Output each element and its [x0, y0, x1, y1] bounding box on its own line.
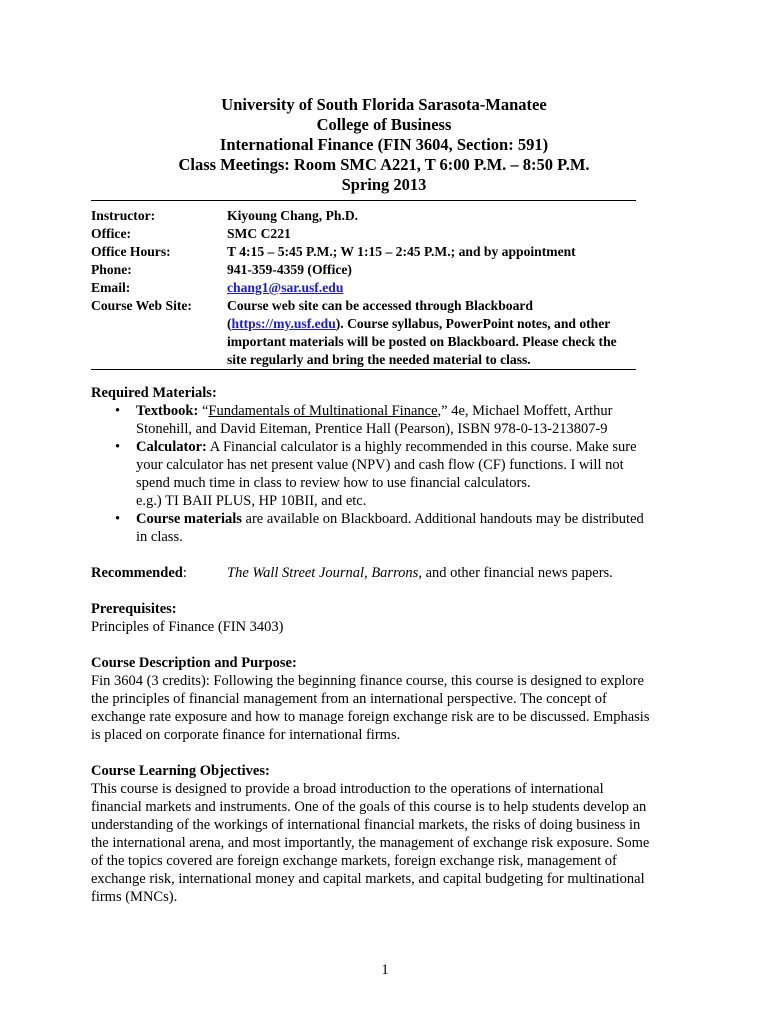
course-title: International Finance (FIN 3604, Section: 591): [219, 135, 549, 154]
course-description-text: [91, 672, 677, 744]
office-hours-label: Office Hours:: [91, 244, 171, 259]
bullet-icon: •: [115, 511, 121, 527]
blackboard-link[interactable]: https://my.usf.edu: [231, 316, 336, 331]
bullet-icon: •: [115, 403, 121, 419]
calculator-text-4: e.g.) TI BAII PLUS, HP 10BII, and etc.: [136, 493, 367, 509]
materials-list: [91, 402, 677, 546]
university-name: University of South Florida Sarasota-Manatee: [221, 95, 547, 114]
paragraph-line: exchange risk, international money and capital markets, and capital budgeting for multinational: [91, 871, 645, 887]
course-materials-text-1: are available on Blackboard. Additional handouts may be distributed: [241, 511, 644, 527]
prerequisites-title: Prerequisites:: [91, 601, 177, 617]
email-row: [91, 279, 677, 297]
phone-value: 941-359-4359 (Office): [227, 262, 352, 277]
paragraph-line: understanding of the workings of international financial markets, the risks of doing business in: [91, 817, 641, 833]
paragraph-line: of the topics covered are foreign exchange markets, foreign exchange risk, management of: [91, 853, 617, 869]
class-meetings: Class Meetings: Room SMC A221, T 6:00 P.M. – 8:50 P.M.: [178, 155, 590, 174]
office-value: SMC C221: [227, 226, 291, 241]
prerequisites-section: [91, 600, 677, 636]
textbook-label: Textbook:: [136, 403, 199, 419]
prerequisites-text: Principles of Finance (FIN 3403): [91, 619, 284, 635]
course-materials-text-2: in class.: [136, 529, 183, 545]
required-materials-section: [91, 384, 677, 546]
bullet-icon: •: [115, 439, 121, 455]
textbook-open-quote: “: [198, 403, 209, 419]
course-description-section: [91, 654, 677, 744]
barrons-title: Barrons,: [371, 565, 422, 581]
calculator-text-1: A Financial calculator is a highly recommended in this course. Make sure: [206, 439, 637, 455]
recommended-rest: and other financial news papers.: [421, 565, 613, 581]
required-materials-title: Required Materials:: [91, 385, 217, 401]
office-hours-row: [91, 243, 677, 261]
page-number: 1: [381, 962, 389, 978]
recommended-comma: ,: [364, 565, 372, 581]
document-header: [71, 95, 697, 195]
list-item: [91, 510, 677, 546]
instructor-info: [91, 207, 677, 369]
recommended-label-wrap: [91, 564, 227, 582]
list-item: [91, 438, 677, 510]
learning-objectives-text: [91, 780, 677, 906]
course-web-site-value: [227, 297, 667, 369]
learning-objectives-title: Course Learning Objectives:: [91, 763, 270, 779]
phone-label: Phone:: [91, 262, 132, 277]
recommended-value: [227, 564, 613, 582]
course-description-title: Course Description and Purpose:: [91, 655, 297, 671]
web-line-2-rest: ). Course syllabus, PowerPoint notes, and other: [335, 316, 611, 331]
calculator-label: Calculator:: [136, 439, 207, 455]
learning-objectives-section: [91, 762, 677, 906]
calculator-text-2: your calculator has net present value (NPV) and cash flow (CF) functions. I will not: [136, 457, 624, 473]
paragraph-line: exchange rate exposure and how to manage foreign exchange risk are to be discussed. Emphasis: [91, 709, 650, 725]
email-label: Email:: [91, 280, 131, 295]
course-web-site-row: [91, 297, 677, 369]
textbook-rest-2: Stonehill, and David Eiteman, Prentice Hall (Pearson), ISBN 978-0-13-213807-9: [136, 421, 608, 437]
recommended-colon: :: [182, 565, 187, 581]
textbook-title: Fundamentals of Multinational Finance: [208, 403, 438, 419]
paragraph-line: Fin 3604 (3 credits): Following the beginning finance course, this course is designed to explore: [91, 673, 644, 689]
instructor-label: Instructor:: [91, 208, 156, 223]
list-item: [91, 402, 677, 438]
paragraph-line: This course is designed to provide a broad introduction to the operations of international: [91, 781, 604, 797]
paragraph-line: financial markets and instruments. One of the goals of this course is to help students develop an: [91, 799, 647, 815]
instructor-name: Kiyoung Chang, Ph.D.: [227, 208, 359, 223]
calculator-text-3: spend much time in class to review how to use financial calculators.: [136, 475, 531, 491]
college-name: College of Business: [316, 115, 452, 134]
email-link[interactable]: chang1@sar.usf.edu: [227, 280, 344, 295]
paragraph-line: firms (MNCs).: [91, 889, 178, 905]
web-line-4: site regularly and bring the needed material to class.: [227, 352, 531, 367]
web-paren-open: (: [227, 316, 232, 331]
office-label: Office:: [91, 226, 131, 241]
syllabus-page: [91, 95, 677, 906]
semester: Spring 2013: [341, 175, 427, 194]
web-line-1: Course web site can be accessed through Blackboard: [227, 298, 533, 313]
paragraph-line: is placed on corporate finance for international firms.: [91, 727, 401, 743]
recommended-section: [91, 564, 677, 582]
paragraph-line: the principles of financial management from an international perspective. The concept of: [91, 691, 607, 707]
web-line-3: important materials will be posted on Blackboard. Please check the: [227, 334, 617, 349]
office-hours-value: T 4:15 – 5:45 P.M.; W 1:15 – 2:45 P.M.; and by appointment: [227, 244, 576, 259]
instructor-row: [91, 207, 677, 225]
email-value: [227, 279, 667, 297]
header-divider: [91, 200, 636, 201]
paragraph-line: the international arena, and most importantly, the management of exchange risk exposure. Some: [91, 835, 650, 851]
info-divider: [91, 369, 636, 370]
textbook-rest-1: ,” 4e, Michael Moffett, Arthur: [437, 403, 613, 419]
course-materials-label: Course materials: [136, 511, 242, 527]
recommended-label: Recommended: [91, 565, 183, 581]
course-web-site-label: Course Web Site:: [91, 298, 192, 313]
wsj-title: The Wall Street Journal: [227, 565, 365, 581]
office-row: [91, 225, 677, 243]
phone-row: [91, 261, 677, 279]
